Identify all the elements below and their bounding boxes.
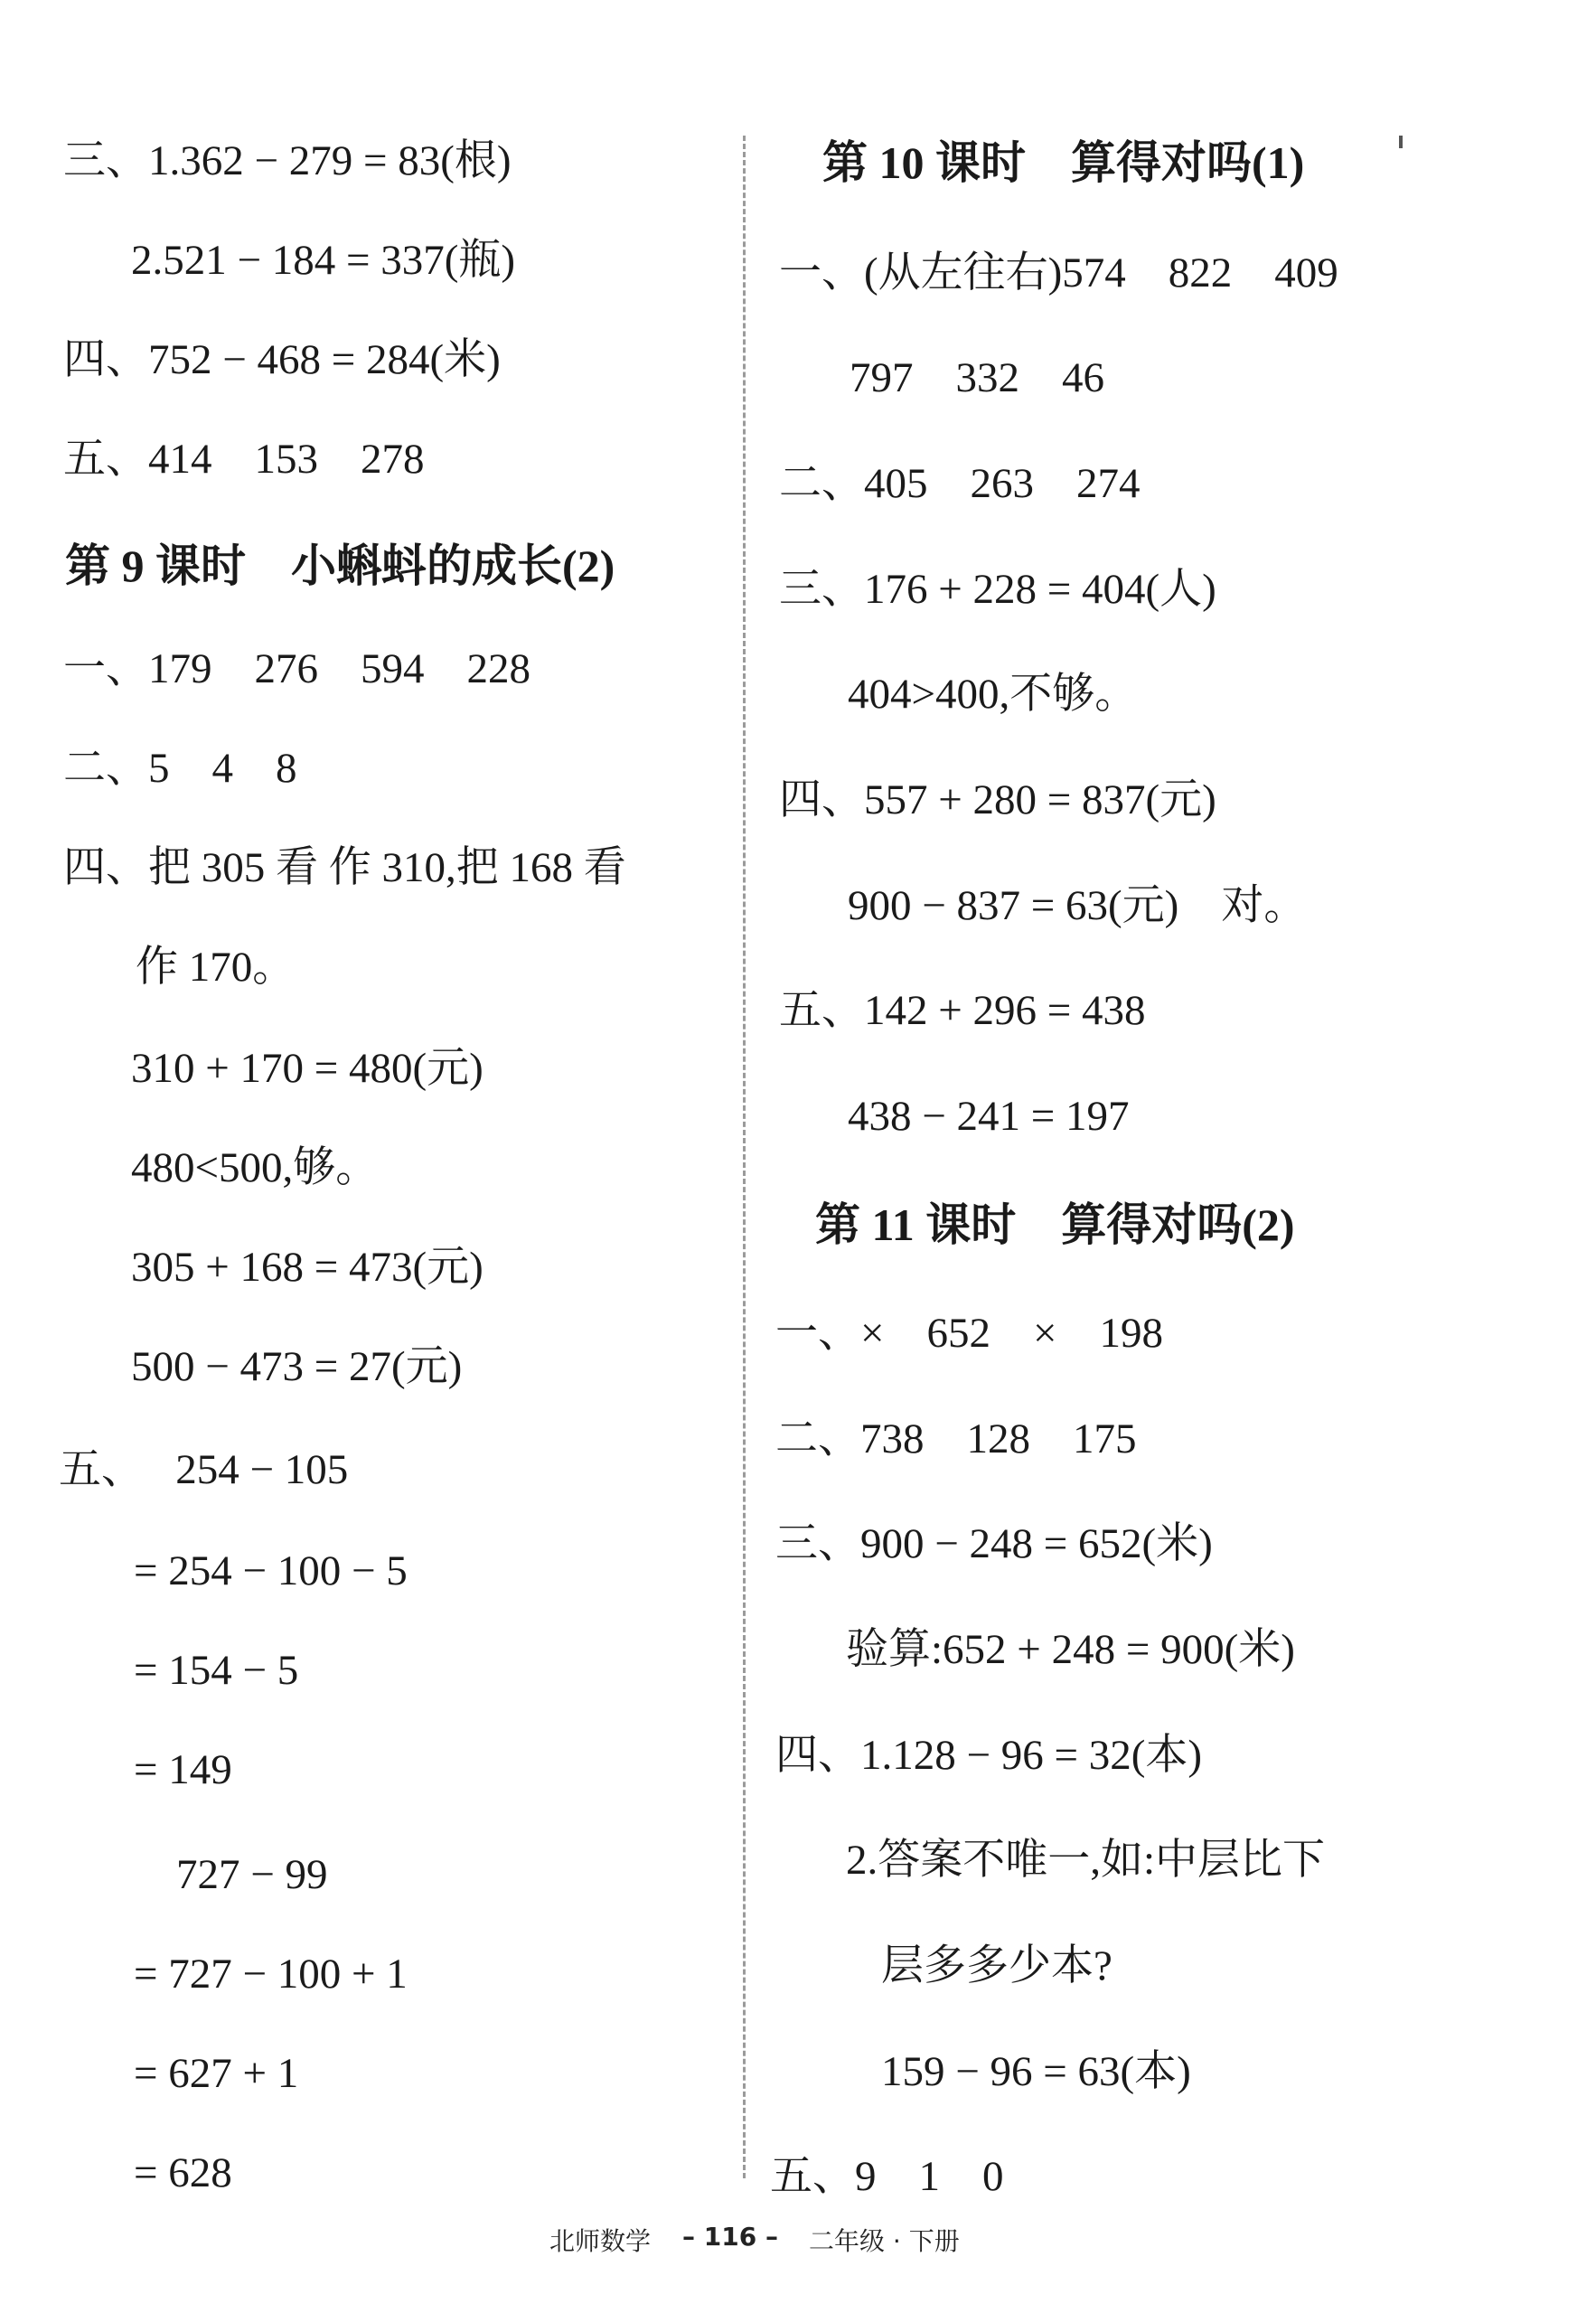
answer-line: 305 + 168 = 473(元)	[131, 1244, 483, 1291]
right-column	[750, 0, 1473, 2205]
section-heading: 第 10 课时 算得对吗(1)	[822, 137, 1305, 188]
left-column	[0, 0, 723, 2205]
answer-line: = 727 − 100 + 1	[134, 1951, 408, 1998]
answer-line: = 149	[134, 1746, 232, 1793]
answer-line: = 154 − 5	[134, 1647, 299, 1694]
answer-line: 438 − 241 = 197	[848, 1093, 1130, 1140]
answer-line: 727 − 99	[176, 1851, 328, 1898]
answer-line: 797 332 46	[850, 354, 1104, 401]
footer-grade: 二年级 · 下册	[809, 2226, 960, 2256]
answer-line: 四、1.128 − 96 = 32(本)	[775, 1732, 1203, 1779]
answer-line: 二、738 128 175	[775, 1415, 1137, 1462]
answer-line: 500 − 473 = 27(元)	[131, 1343, 463, 1390]
answer-line: 三、900 − 248 = 652(米)	[775, 1520, 1213, 1567]
answer-line: 159 − 96 = 63(本)	[881, 2048, 1191, 2095]
answer-line: 三、1.362 − 279 = 83(根)	[63, 137, 512, 184]
answer-line: 2.答案不唯一,如:中层比下	[846, 1837, 1326, 1884]
answer-line: 一、(从左往右)574 822 409	[779, 249, 1338, 296]
answer-line: 404>400,不够。	[848, 671, 1138, 718]
answer-line: = 627 + 1	[134, 2050, 299, 2097]
answer-line: 二、405 263 274	[779, 460, 1141, 507]
answer-line: 二、5 4 8	[63, 745, 297, 792]
answer-line: 五、142 + 296 = 438	[779, 987, 1146, 1034]
column-divider	[743, 136, 746, 2178]
answer-line: 四、557 + 280 = 837(元)	[779, 776, 1216, 823]
answer-line: 层多多少本?	[881, 1942, 1113, 1989]
answer-line: 480<500,够。	[131, 1144, 379, 1191]
answer-line: 2.521 − 184 = 337(瓶)	[131, 237, 516, 284]
answer-line: 三、176 + 228 = 404(人)	[779, 566, 1216, 613]
answer-line: 五、414 153 278	[63, 436, 425, 483]
answer-line: 五、9 1 0	[770, 2153, 1004, 2200]
answer-line: 一、× 652 × 198	[775, 1310, 1164, 1357]
answer-line: 验算:652 + 248 = 900(米)	[846, 1626, 1295, 1673]
answer-line: = 254 − 100 − 5	[134, 1547, 408, 1594]
answer-line: 900 − 837 = 63(元) 对。	[848, 882, 1307, 929]
page-footer	[0, 2214, 1596, 2269]
answer-line: 四、752 − 468 = 284(米)	[63, 336, 501, 383]
answer-line: 310 + 170 = 480(元)	[131, 1045, 483, 1092]
page-number: – 116 –	[682, 2222, 778, 2252]
answer-line: = 628	[134, 2149, 232, 2196]
section-heading: 第 11 课时 算得对吗(2)	[815, 1199, 1295, 1250]
section-heading: 第 9 课时 小蝌蚪的成长(2)	[65, 541, 615, 591]
footer-subject: 北师数学	[549, 2226, 652, 2256]
answer-line: 五、 254 − 105	[59, 1446, 349, 1493]
answer-line: 四、把 305 看 作 310,把 168 看	[63, 844, 626, 891]
answer-line: 作 170。	[136, 944, 296, 991]
answer-line: 一、179 276 594 228	[63, 645, 530, 692]
